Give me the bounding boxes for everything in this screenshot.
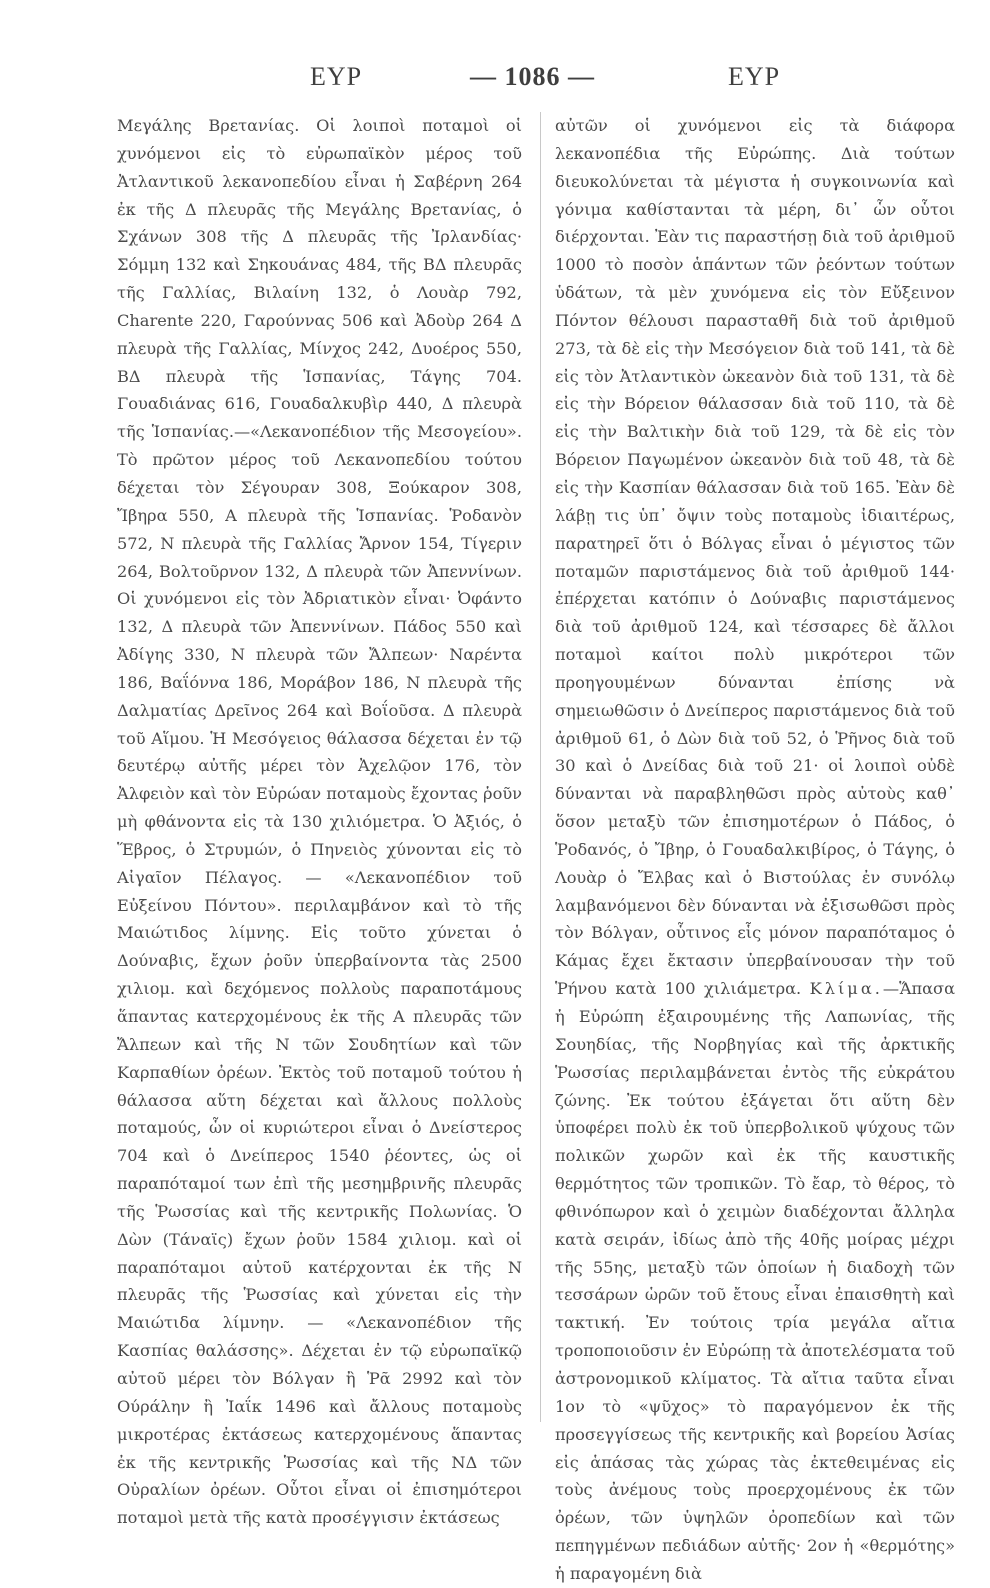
left-column [117, 112, 522, 1532]
right-column [555, 112, 955, 1588]
header-left-keyword: ΕΥΡ [310, 62, 363, 91]
right-column-text-part-1: αὐτῶν οἱ χυνόμενοι εἰς τὰ διάφορα λεκανοπέδια τῆς Εὐρώπης. Διὰ τούτων διευκολύνεται τὰ μέγιστα ἡ συγκοινωνία καὶ γόνιμα καθίστανται τὰ μέρη, δι᾽ ὧν οὗτοι διέρχονται. Ἐὰν τις παραστήσῃ διὰ τοῦ ἀριθμοῦ 1000 τὸ ποσὸν ἁπάντων τῶν ῥεόντων τούτων ὑδάτων, τὰ μὲν χυνόμενα εἰς τὸν Εὔξεινον Πόντον θέλουσι παρασταθῆ διὰ τοῦ ἀριθμοῦ 273, τὰ δὲ εἰς τὴν Μεσόγειον διὰ τοῦ 141, τὰ δὲ εἰς τὸν Ἀτλαντικὸν ὠκεανὸν διὰ τοῦ 131, τὰ δὲ εἰς τὴν Βόρειον θάλασσαν διὰ τοῦ 110, τὰ δὲ εἰς τὴν Βαλτικὴν διὰ τοῦ 129, τὰ δὲ εἰς τὸν Βόρειον Παγωμένον ὠκεανὸν διὰ τοῦ 48, τὰ δὲ εἰς τὴν Κασπίαν θάλασσαν διὰ τοῦ 165. Ἐὰν δὲ λάβῃ τις ὑπ᾽ ὄψιν τοὺς ποταμοὺς ἰδιαιτέρως, παρατηρεῖ ὅτι ὁ Βόλγας εἶναι ὁ μέγιστος τῶν ποταμῶν παριστάμενος διὰ τοῦ ἀριθμοῦ 144· ἐπέρχεται κατόπιν ὁ Δούναβις παριστάμενος διὰ τοῦ ἀριθμοῦ 124, καὶ τέσσαρες δὲ ἄλλοι ποταμοὶ καίτοι πολὺ μικρότεροι τῶν προηγουμένων δύνανται ἐπίσης νὰ σημειωθῶσιν ὁ Δνείπερος παριστάμενος διὰ τοῦ ἀριθμοῦ 61, ὁ Δὼν διὰ τοῦ 52, ὁ Ῥῆνος διὰ τοῦ 30 καὶ ὁ Δνείδας διὰ τοῦ 21· οἱ λοιποὶ οὐδὲ δύνανται νὰ παραβληθῶσι πρὸς αὐτοὺς καθ᾽ ὅσον μεταξὺ τῶν ἐπισημοτέρων ὁ Πάδος, ὁ Ῥοδανός, ὁ Ἴβηρ, ὁ Γουαδαλκιβίρος, ὁ Τάγης, ὁ Λουὰρ ὁ Ἔλβας καὶ ὁ Βιστούλας ἐν συνόλῳ λαμβανόμενοι δὲν δύνανται νὰ ἐξισωθῶσι πρὸς τὸν Βόλγαν, οὗτινος εἷς μόνον παραπόταμος ὁ Κάμας ἔχει ἔκτασιν ὑπερβαίνουσαν τὴν τοῦ Ῥήνου κατὰ 100 χιλιάμετρα. [555, 116, 955, 999]
left-column-text: Μεγάλης Βρετανίας. Οἱ λοιποὶ ποταμοὶ οἱ χυνόμενοι εἰς τὸ εὐρωπαϊκὸν μέρος τοῦ Ἀτλαντικοῦ λεκανοπεδίου εἶναι ἡ Σαβέρνη 264 ἐκ τῆς Δ πλευρᾶς τῆς Μεγάλης Βρετανίας, ὁ Σχάνων 308 τῆς Δ πλευρᾶς τῆς Ἰρλανδίας· Σόμμη 132 καὶ Σηκουάνας 484, τῆς ΒΔ πλευρᾶς τῆς Γαλλίας, Βιλαίνη 132, ὁ Λουὰρ 792, Charente 220, Γαρούννας 506 καὶ Ἀδοὺρ 264 Δ πλευρὰ τῆς Γαλλίας, Μίνχος 242, Δυοέρος 550, ΒΔ πλευρὰ τῆς Ἱσπανίας, Τάγης 704. Γουαδιάνας 616, Γουαδαλκυβὶρ 440, Δ πλευρὰ τῆς Ἱσπανίας.—«Λεκανοπέδιον τῆς Μεσογείου». Τὸ πρῶτον μέρος τοῦ Λεκανοπεδίου τούτου δέχεται τὸν Σέγουραν 308, Ξούκαρον 308, Ἴβηρα 550, Α πλευρὰ τῆς Ἱσπανίας. Ῥοδανὸν 572, Ν πλευρὰ τῆς Γαλλίας Ἄρνον 154, Τίγεριν 264, Βολτοῦρνον 132, Δ πλευρὰ τῶν Ἀπεννίνων. Οἱ χυνόμενοι εἰς τὸν Ἀδριατικὸν εἶναι· Ὀφάντο 132, Δ πλευρὰ τῶν Ἀπεννίνων. Πάδος 550 καὶ Ἀδίγης 330, Ν πλευρὰ τῶν Ἄλπεων· Ναρέντα 186, Βαΐόννα 186, Μοράβον 186, Ν πλευρὰ τῆς Δαλματίας Δρεῖνος 264 καὶ Βοΐοῦσα. Δ πλευρὰ τοῦ Αἵμου. Ἡ Μεσόγειος θάλασσα δέχεται ἐν τῷ δευτέρῳ αὐτῆς μέρει τὸν Ἀχελῷον 176, τὸν Ἀλφειὸν καὶ τὸν Εὐρώαν ποταμοὺς ἔχοντας ῥοῦν μὴ φθάνοντα εἰς τὰ 130 χιλιόμετρα. Ὁ Ἀξιός, ὁ Ἕβρος, ὁ Στρυμών, ὁ Πηνειὸς χύνονται εἰς τὸ Αἰγαῖον Πέλαγος. — «Λεκανοπέδιον τοῦ Εὐξείνου Πόντου». περιλαμβάνον καὶ τὸ τῆς Μαιώτιδος λίμνης. Εἰς τοῦτο χύνεται ὁ Δούναβις, ἔχων ῥοῦν ὑπερβαίνοντα τὰς 2500 χιλιομ. καὶ δεχόμενος πολλοὺς παραποτάμους ἅπαντας κατερχομένους ἐκ τῆς Α πλευρᾶς τῶν Ἄλπεων καὶ τῆς Ν τῶν Σουδητίων καὶ τῶν Καρπαθίων ὀρέων. Ἐκτὸς τοῦ ποταμοῦ τούτου ἡ θάλασσα αὕτη δέχεται καὶ ἄλλους πολλοὺς ποταμούς, ὧν οἱ κυριώτεροι εἶναι ὁ Δνείστερος 704 καὶ ὁ Δνείπερος 1540 ῥέοντες, ὡς οἱ παραπόταμοί των ἐπὶ τῆς μεσημβρινῆς πλευρᾶς τῆς Ῥωσσίας καὶ τῆς κεντρικῆς Πολωνίας. Ὁ Δὼν (Τάναϊς) ἔχων ῥοῦν 1584 χιλιομ. καὶ οἱ παραπόταμοι αὐτοῦ κατέρχονται ἐκ τῆς Ν πλευρᾶς τῆς Ῥωσσίας καὶ χύνεται εἰς τὴν Μαιώτιδα λίμνην. — «Λεκανοπέδιον τῆς Κασπίας θαλάσσης». Δέχεται ἐν τῷ εὐρωπαϊκῷ αὐτοῦ μέρει τὸν Βόλγαν ἢ Ῥᾶ 2992 καὶ τὸν Ούράλην ἢ Ἰαΐκ 1496 καὶ ἄλλους ποταμοὺς μικροτέρας ἐκτάσεως κατερχομένους ἅπαντας ἐκ τῆς κεντρικῆς Ῥωσσίας καὶ τῆς ΝΔ τῶν Οὐραλίων ὀρέων. Οὗτοι εἶναι οἱ ἐπισημότεροι ποταμοὶ μετὰ τῆς κατὰ προσέγγισιν ἐκτάσεως [117, 116, 522, 1528]
right-column-text-part-2: —Ἅπασα ἡ Εὐρώπη ἐξαιρουμένης τῆς Λαπωνίας, τῆς Σουηδίας, τῆς Νορβηγίας καὶ τῆς ἀρκτικῆς Ῥωσσίας περιλαμβάνεται ἐντὸς τῆς εὐκράτου ζώνης. Ἐκ τούτου ἐξάγεται ὅτι αὕτη δὲν ὑποφέρει πολὺ ἐκ τοῦ ὑπερβολικοῦ ψύχους τῶν πολικῶν χωρῶν καὶ ἐκ τῆς καυστικῆς θερμότητος τῶν τροπικῶν. Τὸ ἔαρ, τὸ θέρος, τὸ φθινόπωρον καὶ ὁ χειμὼν διαδέχονται ἄλληλα κατὰ σειράν, ἰδίως ἀπὸ τῆς 40ῆς μοίρας μέχρι τῆς 55ης, μεταξὺ τῶν ὁποίων ἡ διαδοχὴ τῶν τεσσάρων ὡρῶν τοῦ ἔτους εἶναι ἐπαισθητὴ καὶ τακτική. Ἐν τούτοις τρία μεγάλα αἴτια τροποποιοῦσιν ἐν Εὐρώπῃ τὰ ἀποτελέσματα τοῦ ἀστρονομικοῦ κλίματος. Τὰ αἴτια ταῦτα εἶναι 1ον τὸ «ψῦχος» τὸ παραγόμενον ἐκ τῆς προσεγγίσεως τῆς κεντρικῆς καὶ βορείου Ἀσίας εἰς ἁπάσας τὰς χώρας τὰς ἐκτεθειμένας εἰς τοὺς ἀνέμους τοὺς προερχομένους ἐκ τῶν ὀρέων, τῶν ὑψηλῶν ὀροπεδίων καὶ τῶν πεπηγμένων πεδιάδων αὐτῆς· 2ον ἡ «θερμότης» ἡ παραγομένη διὰ [555, 979, 955, 1583]
section-heading-klima: Κλίμα. [809, 979, 883, 999]
page-number: — 1086 — [470, 62, 595, 91]
column-divider [540, 112, 541, 1422]
page-header [0, 62, 990, 102]
right-column-text [555, 112, 955, 1588]
header-right-keyword: ΕΥΡ [728, 62, 781, 91]
